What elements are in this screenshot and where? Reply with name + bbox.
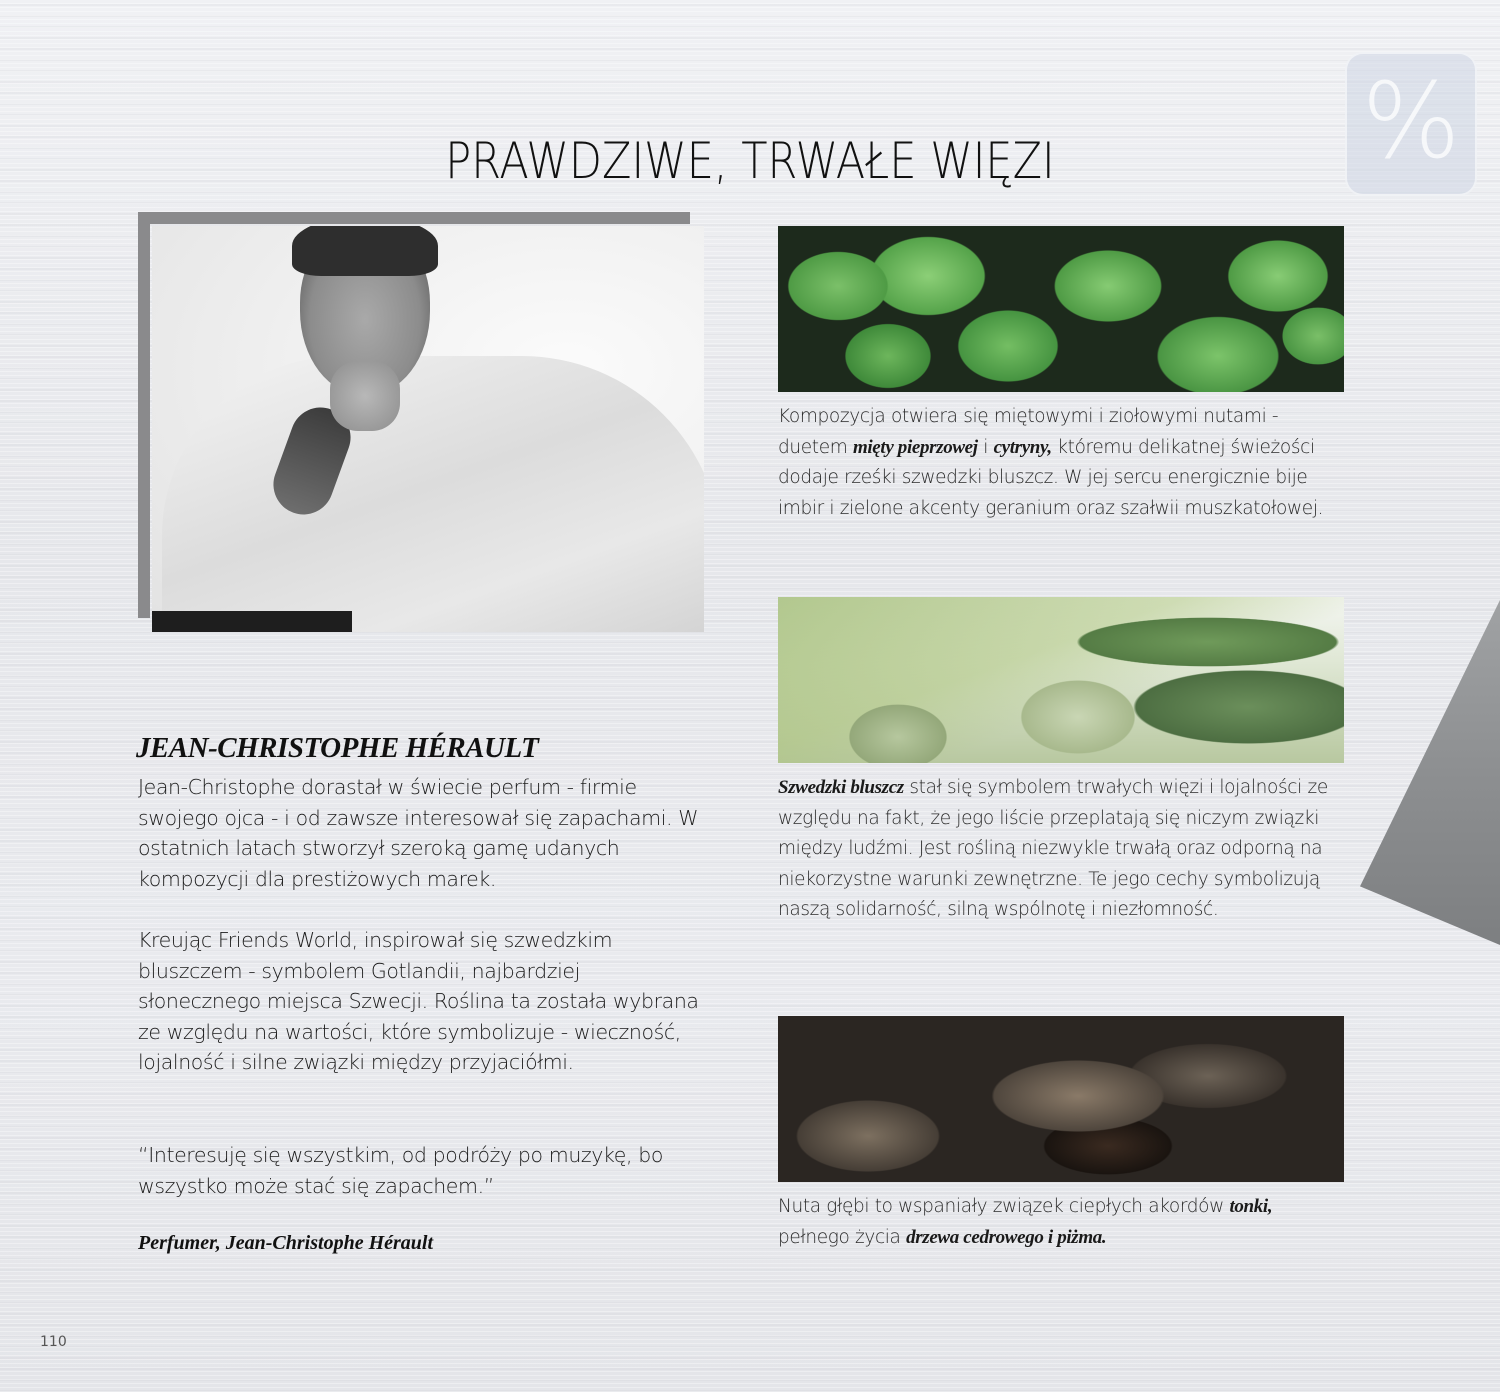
- page-number: 110: [40, 1334, 67, 1350]
- portrait-dark-area: [152, 611, 352, 632]
- portrait-frame-top-bar: [138, 212, 690, 224]
- text-segment: Nuta głębi to wspaniały związek ciepłych akordów: [778, 1196, 1230, 1217]
- swedish-ivy-image: [778, 597, 1344, 763]
- percent-icon: %: [1361, 60, 1461, 182]
- perfumer-quote: [138, 1140, 708, 1201]
- heart-notes-description: [778, 773, 1348, 926]
- text-segment: pełnego życia: [778, 1226, 907, 1248]
- emphasis-lemon: cytryny,: [993, 436, 1052, 458]
- portrait-hand: [330, 361, 400, 431]
- text-segment: któremu delikatnej świeżości dodaje rześki szwedzki bluszcz. W jej sercu energicznie bije imbir i zielone akcenty geranium oraz szałwii muszkatołowej.: [778, 436, 1324, 519]
- bio-paragraph-1-text: Jean-Christophe dorastał w świecie perfum - firmie swojego ojca - i od zawsze interesował się zapachami. W ostatnich latach stworzył szeroką gamę udanych kompozycji dla prestiżowych marek.: [138, 775, 699, 891]
- tonka-beans-image: [778, 1016, 1344, 1182]
- top-notes-description: [778, 402, 1348, 524]
- percent-badge: [1345, 52, 1477, 196]
- bio-paragraph-2: [138, 925, 708, 1078]
- text-segment: stał się symbolem trwałych więzi i lojalności ze względu na fakt, że jego liście przeplatają się niczym związki między ludźmi. Jest rośliną niezwykle trwałą oraz odporną na niekorzystne warunki zewnętrzne. Te jego cechy symbolizują naszą solidarność, silną wspólnotę i niezłomność.: [778, 777, 1328, 920]
- page-title: PRAWDZIWE, TRWAŁE WIĘZI: [445, 131, 1055, 190]
- emphasis-tonka: tonki,: [1229, 1196, 1273, 1217]
- emphasis-cedar-musk: drzewa cedrowego i piżma.: [906, 1226, 1107, 1248]
- decorative-gray-triangle: [1360, 600, 1500, 945]
- perfumer-signature: Perfumer, Jean-Christophe Hérault: [138, 1232, 434, 1254]
- emphasis-peppermint: mięty pieprzowej: [852, 436, 978, 458]
- base-notes-description: [778, 1192, 1348, 1253]
- portrait-hair: [292, 226, 438, 276]
- perfumer-portrait: [152, 226, 704, 632]
- portrait-frame-left-bar: [138, 212, 150, 618]
- text-segment: Kompozycja otwiera się miętowymi i ziołowymi nutami - duetem: [778, 406, 1279, 458]
- mint-leaves-image: [778, 226, 1344, 392]
- text-segment: i: [977, 436, 994, 458]
- emphasis-swedish-ivy: Szwedzki bluszcz: [778, 777, 904, 798]
- bio-paragraph-1: [138, 772, 708, 894]
- portrait-shirt: [162, 356, 704, 632]
- perfumer-name-heading: JEAN-CHRISTOPHE HÉRAULT: [136, 732, 539, 765]
- perfumer-quote-text: “Interesuję się wszystkim, od podróży po muzykę, bo wszystko może stać się zapachem.”: [138, 1143, 663, 1198]
- bio-paragraph-2-text: Kreując Friends World, inspirował się szwedzkim bluszczem - symbolem Gotlandii, najbardziej słonecznego miejsca Szwecji. Roślina ta została wybrana ze względu na wartości, które symbolizuje - wieczność, lojalność i silne związki między przyjaciółmi.: [138, 928, 699, 1074]
